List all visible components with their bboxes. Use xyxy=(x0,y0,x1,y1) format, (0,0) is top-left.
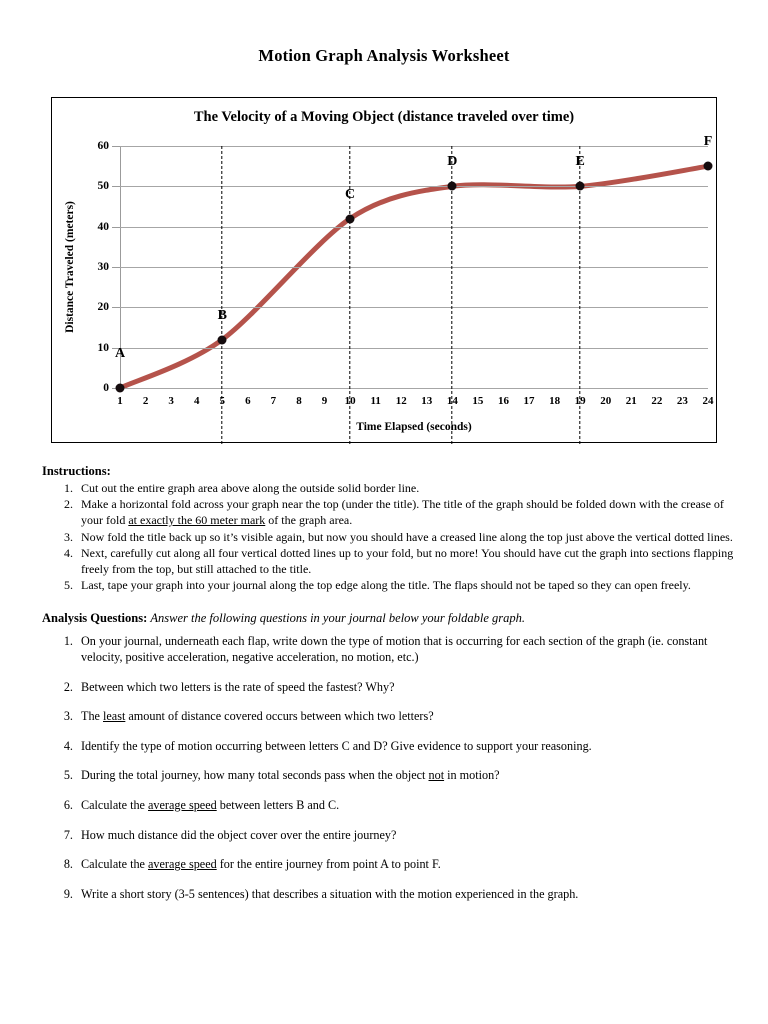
cut-line-5s xyxy=(222,146,223,444)
data-point-C xyxy=(346,214,355,223)
x-axis-tick-label: 21 xyxy=(625,395,637,407)
y-axis-tick-label: 0 xyxy=(103,382,109,394)
data-point-D xyxy=(448,182,457,191)
y-gridline xyxy=(120,307,708,308)
x-axis-tick-label: 14 xyxy=(446,395,458,407)
data-point-B xyxy=(218,335,227,344)
question-item-5: 5. During the total journey, how many total seconds pass when the object not in motion? xyxy=(76,767,742,783)
x-axis-tick-label: 17 xyxy=(523,395,535,407)
y-gridline xyxy=(120,348,708,349)
x-axis-tick-label: 19 xyxy=(574,395,586,407)
y-axis-tick xyxy=(112,186,120,187)
page-title: Motion Graph Analysis Worksheet xyxy=(258,46,510,65)
instructions-list xyxy=(42,481,742,594)
x-axis-tick-label: 15 xyxy=(472,395,484,407)
y-axis-tick-label: 50 xyxy=(97,180,109,193)
analysis-heading-label: Analysis Questions: xyxy=(42,611,148,626)
data-point-E xyxy=(576,182,585,191)
x-axis-tick-label: 12 xyxy=(395,395,407,407)
y-gridline xyxy=(120,186,708,187)
x-axis-tick-label: 1 xyxy=(117,395,123,407)
worksheet-body xyxy=(42,464,742,915)
instruction-item-5: 5. Last, tape your graph into your journal along the top edge along the title. The flaps should not be taped so they can open freely. xyxy=(76,578,742,594)
x-axis-title: Time Elapsed (seconds) xyxy=(356,421,472,433)
instruction-item-1: 1. Cut out the entire graph area above along the outside solid border line. xyxy=(76,481,742,497)
x-axis-tick-label: 10 xyxy=(344,395,356,407)
x-axis-tick-label: 7 xyxy=(270,395,277,407)
y-axis-tick-label: 10 xyxy=(97,341,109,354)
x-axis-tick-label: 8 xyxy=(296,395,302,407)
analysis-subheading: Answer the following questions in your journal below your foldable graph. xyxy=(150,611,526,626)
x-axis-tick-label: 3 xyxy=(168,395,174,407)
question-item-3: 3. The least amount of distance covered occurs between which two letters? xyxy=(76,708,742,724)
y-axis-tick-label: 20 xyxy=(97,301,109,314)
y-axis-tick xyxy=(112,267,120,268)
x-axis-tick-label: 5 xyxy=(219,395,225,407)
x-axis-tick-label: 16 xyxy=(497,395,509,407)
question-item-2: 2. Between which two letters is the rate of speed the fastest? Why? xyxy=(76,679,742,695)
question-item-8: 8. Calculate the average speed for the entire journey from point A to point F. xyxy=(76,856,742,872)
y-gridline xyxy=(120,146,708,147)
data-point-A xyxy=(116,384,125,393)
y-axis-tick xyxy=(112,227,120,228)
x-axis-tick-label: 24 xyxy=(702,395,714,407)
x-axis-tick-label: 23 xyxy=(676,395,688,407)
point-label-D: D xyxy=(447,154,458,170)
question-item-4: 4. Identify the type of motion occurring between letters C and D? Give evidence to support your reasoning. xyxy=(76,738,742,754)
series-path xyxy=(120,166,708,388)
y-axis-tick-label: 60 xyxy=(97,140,109,152)
question-item-9: 9. Write a short story (3-5 sentences) that describes a situation with the motion experienced in the graph. xyxy=(76,886,742,902)
question-item-7: 7. How much distance did the object cover over the entire journey? xyxy=(76,827,742,843)
x-axis-tick-label: 22 xyxy=(651,395,663,407)
point-label-A: A xyxy=(114,346,126,361)
y-axis-title: Distance Traveled (meters) xyxy=(64,201,76,333)
y-gridline xyxy=(120,388,708,389)
y-axis-tick-label: 30 xyxy=(97,261,109,273)
instruction-item-2: 2. Make a horizontal fold across your graph near the top (under the title). The title of the graph should be folded down with the crease of your fold at exactly the 60 meter mark of the graph area. xyxy=(76,497,742,528)
x-axis-tick-label: 6 xyxy=(245,395,251,407)
point-label-E: E xyxy=(575,154,585,170)
data-point-F xyxy=(704,162,713,171)
point-label-B: B xyxy=(217,307,227,323)
x-axis-tick-label: 11 xyxy=(370,395,381,407)
y-axis-tick-label: 40 xyxy=(97,220,109,233)
instruction-item-3: 3. Now fold the title back up so it’s visible again, but now you should have a creased line along the top just above the vertical dotted lines. xyxy=(76,530,742,546)
question-item-1: 1. On your journal, underneath each flap, write down the type of motion that is occurring for each section of the graph (ie. constant velocity, positive acceleration, negative acceleration, no motion, etc.) xyxy=(76,633,742,665)
y-gridline xyxy=(120,267,708,268)
y-gridline xyxy=(120,227,708,228)
x-axis-tick-label: 9 xyxy=(321,395,328,407)
graph-figure-box xyxy=(51,97,717,443)
chart-plot-area xyxy=(64,134,714,433)
y-axis-tick xyxy=(112,307,120,308)
instructions-heading: Instructions: xyxy=(42,464,111,478)
analysis-questions-list xyxy=(42,633,742,902)
analysis-heading xyxy=(42,611,742,627)
y-axis-tick xyxy=(112,146,120,147)
point-label-C: C xyxy=(345,186,356,202)
x-axis-tick-label: 2 xyxy=(142,395,149,407)
x-axis-tick-label: 13 xyxy=(421,395,433,407)
point-label-F: F xyxy=(703,134,713,150)
instruction-item-4: 4. Next, carefully cut along all four vertical dotted lines up to your fold, but no more! You should have cut the graph into sections flapping freely from the top, but still attached to the title. xyxy=(76,546,742,577)
x-axis-tick-label: 20 xyxy=(600,395,612,407)
question-item-6: 6. Calculate the average speed between letters B and C. xyxy=(76,797,742,813)
x-axis-tick-label: 18 xyxy=(549,395,561,407)
x-axis-tick-label: 4 xyxy=(193,395,200,407)
chart-title: The Velocity of a Moving Object (distance traveled over time) xyxy=(193,109,575,125)
